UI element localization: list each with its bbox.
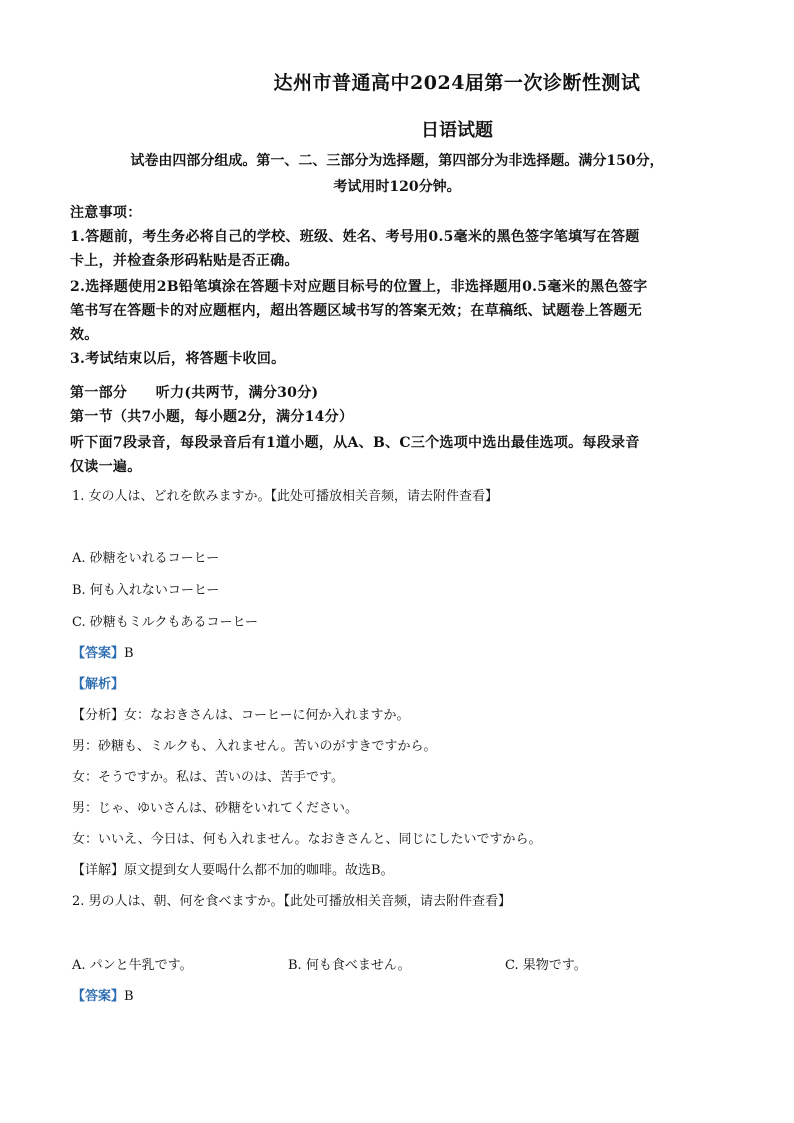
q1-dialogue-line-4: 男：じゃ、ゆいさんは、砂糖をいれてください。 [72, 801, 359, 816]
note-3: 3.考试结束以后，将答题卡收回。 [70, 351, 286, 367]
q1-answer [72, 643, 732, 665]
detail-text: 原文提到女人要喝什么都不加的咖啡。故选B。 [124, 863, 394, 878]
section-one-heading: 第一节（共7小题，每小题2分，满分14分） [70, 409, 354, 425]
note-1-line-1: 1.答题前，考生务必将自己的学校、班级、姓名、考号用0.5毫米的黑色签字笔填写在答题 [70, 229, 640, 245]
answer-tag: 【答案】 [72, 989, 125, 1004]
q1-option-b: B. 何も入れないコーヒー [72, 583, 220, 598]
part-one-heading: 第一部分 听力(共两节，满分30分) [70, 385, 319, 401]
dialogue-text: 女：なおきさんは、コーヒーに何か入れますか。 [124, 708, 410, 723]
note-2-line-3: 效。 [70, 327, 99, 343]
analysis-tag: 【解析】 [72, 677, 125, 692]
q1-dialogue-line-5: 女：いいえ、今日は、何も入れません。なおきさんと、同じにしたいですから。 [72, 832, 542, 847]
exam-subtitle: 日语试题 [421, 120, 493, 141]
note-2-line-2: 笔书写在答题卡的对应题框内，超出答题区域书写的答案无效；在草稿纸、试题卷上答题无 [70, 303, 642, 319]
answer-tag: 【答案】 [72, 646, 125, 661]
q2-answer [72, 986, 732, 1008]
detail-tag: 【详解】 [72, 863, 125, 878]
question-1: 1. 女の人は、どれを飲みますか。【此处可播放相关音频，请去附件查看】 [72, 489, 499, 504]
q1-dialogue-line-3: 女：そうですか。私は、苦いのは、苦手です。 [72, 770, 344, 785]
answer-value: B [124, 989, 134, 1004]
instruction-line-2: 仅读一遍。 [70, 459, 142, 475]
q1-dialogue-line-1 [72, 705, 732, 727]
note-2-line-1: 2.选择题使用2B铅笔填涂在答题卡对应题目标号的位置上，非选择题用0.5毫米的黑色签字 [70, 279, 648, 295]
q1-dialogue-line-2: 男：砂糖も、ミルクも、入れません。苦いのがすきですから。 [72, 739, 437, 754]
q1-option-c: C. 砂糖もミルクもあるコーヒー [72, 615, 258, 630]
q2-option-b: B. 何も食べません。 [288, 958, 411, 973]
q1-detail [72, 860, 732, 882]
note-1-line-2: 卡上，并检查条形码粘贴是否正确。 [70, 253, 299, 269]
notes-heading: 注意事项： [70, 205, 142, 221]
intro-line-2: 考试用时120分钟。 [333, 179, 461, 195]
q2-option-c: C. 果物です。 [505, 958, 587, 973]
fenxi-tag: 【分析】 [72, 708, 125, 723]
question-2: 2. 男の人は、朝、何を食べますか。【此处可播放相关音频，请去附件查看】 [72, 894, 512, 909]
answer-value: B [124, 646, 134, 661]
q1-analysis-heading [72, 674, 732, 696]
instruction-line-1: 听下面7段录音，每段录音后有1道小题，从A、B、C三个选项中选出最佳选项。每段录音 [70, 435, 640, 451]
q1-option-a: A. 砂糖をいれるコーヒー [72, 551, 220, 566]
intro-line-1: 试卷由四部分组成。第一、二、三部分为选择题，第四部分为非选择题。满分150分， [130, 153, 664, 169]
exam-title: 达州市普通高中2024届第一次诊断性测试 [273, 72, 641, 94]
q2-option-a: A. パンと牛乳です。 [72, 958, 193, 973]
